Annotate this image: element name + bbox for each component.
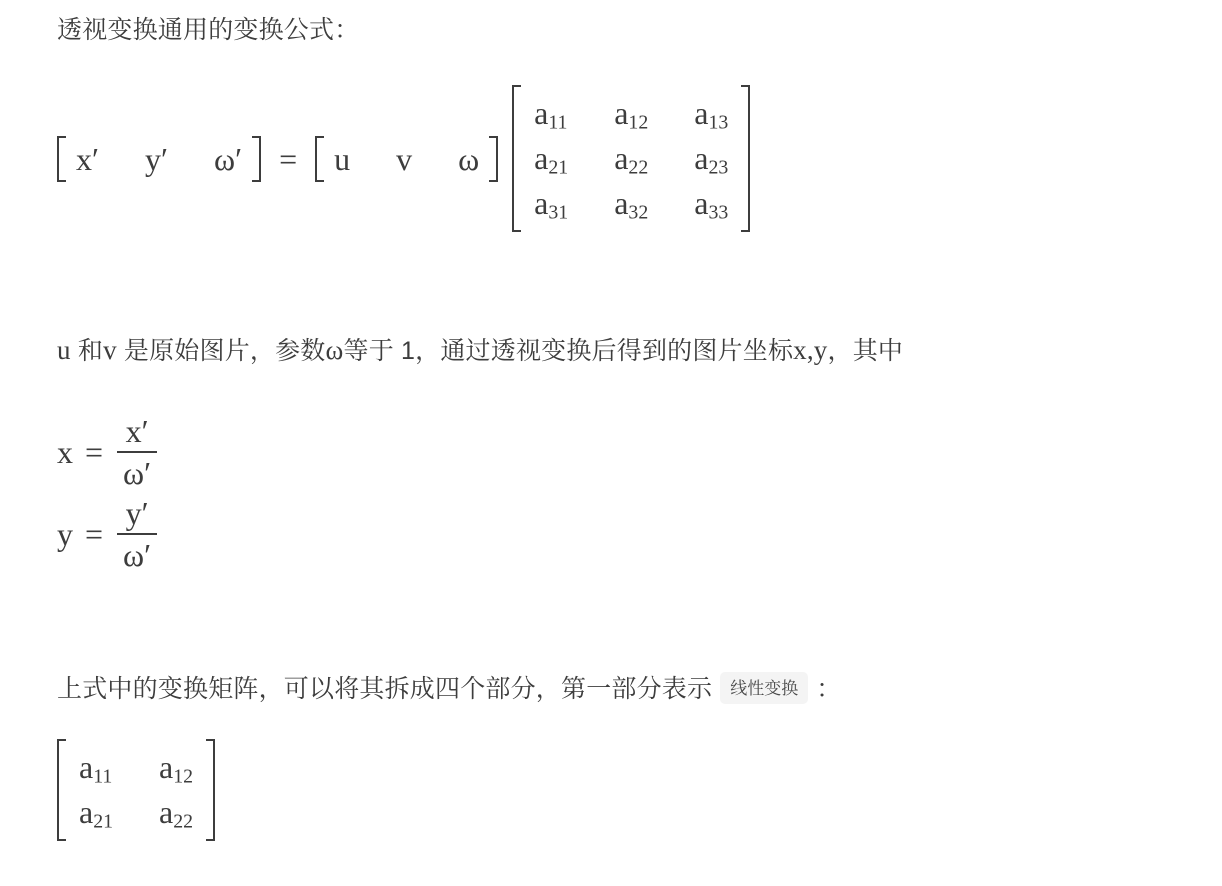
denominator: ω′ — [123, 537, 152, 573]
left-bracket — [57, 136, 66, 182]
equals-sign: = — [85, 434, 104, 470]
fraction-lhs: x — [57, 434, 73, 470]
left-bracket — [315, 136, 324, 182]
inline-math: ω — [325, 335, 344, 365]
text-run: 和 — [70, 337, 104, 365]
inline-code-badge: 线性变换 — [720, 672, 808, 704]
intro-paragraph — [57, 12, 1182, 48]
matrix-cell: $a_{12}$ — [159, 749, 194, 788]
vector-entry: ω′ — [214, 140, 243, 177]
perspective-equation — [57, 85, 1182, 232]
equals-sign: = — [279, 140, 298, 177]
right-bracket — [206, 739, 215, 841]
matrix-cell: $a_{21}$ — [534, 140, 569, 179]
matrix-cell: $a_{21}$ — [79, 794, 114, 833]
intro-text: 透视变换通用的变换公式： — [57, 16, 360, 44]
matrix-cell: $a_{13}$ — [694, 95, 729, 134]
result-row-vector — [57, 136, 261, 182]
inline-math: u — [57, 335, 71, 365]
fraction-x — [57, 411, 1182, 493]
equals-sign: = — [85, 516, 104, 552]
transform-matrix-3x3 — [512, 85, 750, 232]
numerator: y′ — [125, 495, 149, 531]
vector-entry: x′ — [76, 140, 99, 177]
text-run: 是原始图片，参数 — [116, 337, 326, 365]
matrix-cell: $a_{22}$ — [159, 794, 194, 833]
text-run: 上式中的变换矩阵，可以将其拆成四个部分，第一部分表示 — [57, 675, 713, 703]
matrix-cell: $a_{12}$ — [614, 95, 649, 134]
explain-paragraph — [57, 332, 1182, 369]
matrix-cell: $a_{22}$ — [614, 140, 649, 179]
coordinate-definitions — [57, 411, 1182, 575]
vector-entry: u — [334, 140, 351, 177]
fraction-y — [57, 493, 1182, 575]
right-bracket — [741, 85, 750, 232]
matrix-cell: $a_{32}$ — [614, 185, 649, 224]
linear-matrix-2x2 — [57, 739, 215, 841]
inline-math: v — [103, 335, 117, 365]
vector-entry: ω — [458, 140, 480, 177]
right-bracket — [252, 136, 261, 182]
numerator: x′ — [125, 413, 149, 449]
fraction-lhs: y — [57, 516, 73, 552]
matrix-cell: $a_{33}$ — [694, 185, 729, 224]
matrix-cell: $a_{23}$ — [694, 140, 729, 179]
text-run: 等于 1，通过透视变换后得到的图片坐标 — [343, 337, 794, 365]
left-bracket — [57, 739, 66, 841]
text-run: ，其中 — [827, 337, 904, 365]
linear-transform-equation — [57, 739, 1182, 841]
vector-entry: v — [396, 140, 413, 177]
matrix-cell: $a_{11}$ — [79, 749, 113, 788]
matrix-cell: $a_{31}$ — [534, 185, 569, 224]
denominator: ω′ — [123, 455, 152, 491]
inline-math: x,y — [793, 335, 828, 365]
matrix-cell: $a_{11}$ — [534, 95, 568, 134]
vector-entry: y′ — [145, 140, 168, 177]
text-run: ： — [816, 675, 842, 703]
left-bracket — [512, 85, 521, 232]
split-paragraph — [57, 671, 1182, 707]
source-row-vector — [315, 136, 498, 182]
right-bracket — [489, 136, 498, 182]
